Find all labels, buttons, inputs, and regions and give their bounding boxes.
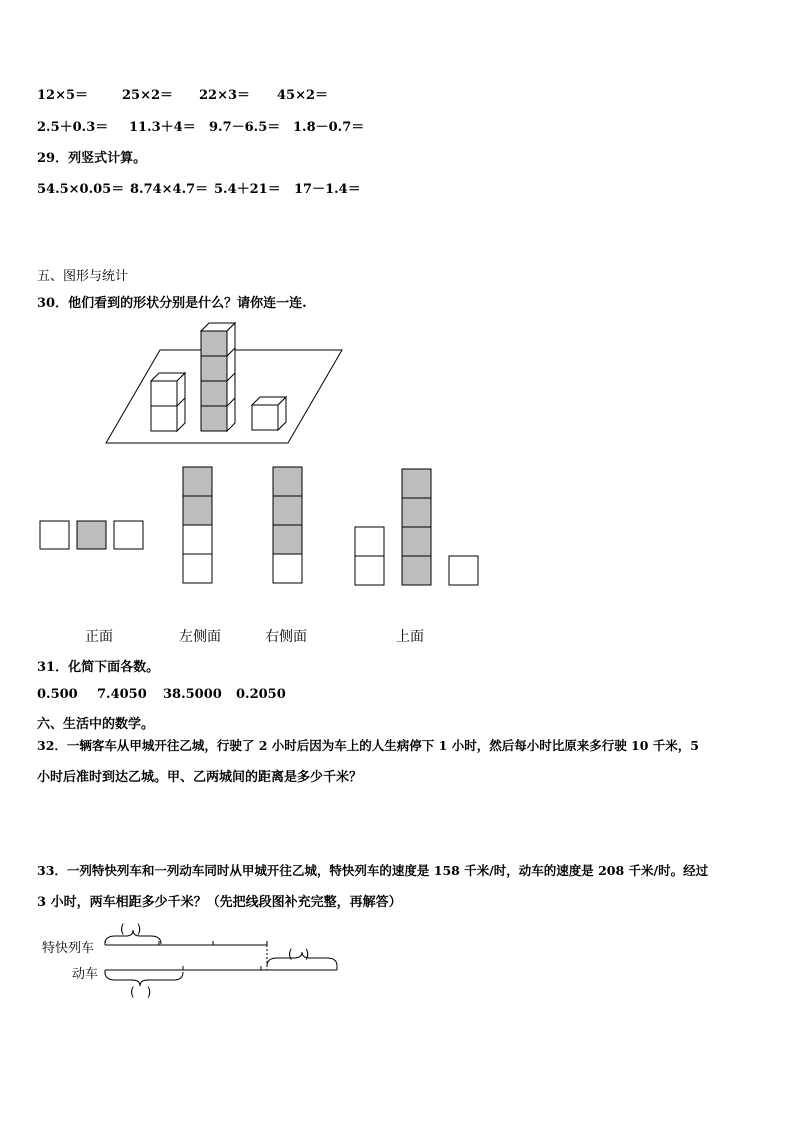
brace-label-right: ( ) (288, 947, 310, 961)
brace-label-top: ( ) (120, 922, 142, 936)
diagram-label-emu: 动车 (72, 967, 99, 982)
view-label-top: 上面 (396, 629, 424, 645)
q33-text (37, 855, 762, 919)
cube-stack-left (151, 373, 185, 431)
arith-row-1 (37, 84, 328, 103)
arith-item: 9.7－6.5＝ (209, 120, 281, 135)
q31-items (37, 687, 286, 702)
section-6-text: 六、生活中的数学。 (37, 717, 155, 732)
cube-single (252, 397, 286, 430)
view-option-3 (273, 467, 302, 583)
q32-line-1: 32．一辆客车从甲城开往乙城，行驶了 2 小时后因为车上的人生病停下 1 小时，然后每小时比原来多行驶 10 千米，5 (37, 738, 699, 753)
q29-items (37, 178, 361, 197)
arith-item: 2.5＋0.3＝ (37, 120, 109, 135)
q29-item: 8.74×4.7＝ (130, 182, 209, 197)
section-5-text: 五、图形与统计 (37, 269, 129, 284)
q32-line-2: 小时后准时到达乙城。甲、乙两城间的距离是多少千米？ (37, 770, 363, 785)
q30-title (37, 292, 307, 311)
q31-title (37, 656, 159, 675)
q29-title (37, 147, 146, 166)
q31-item: 38.5000 (163, 687, 222, 702)
q32-text (37, 730, 762, 794)
q30-title-text: 30．他们看到的形状分别是什么？请你连一连. (37, 296, 307, 311)
q29-title-text: 29．列竖式计算。 (37, 151, 147, 166)
q33-line-2: 3 小时，两车相距多少千米？（先把线段图补充完整，再解答） (37, 895, 402, 910)
arith-item: 12×5＝ (37, 88, 89, 103)
cube-stack-tall (201, 323, 235, 431)
section-5-heading (37, 265, 128, 284)
q31-title-text: 31．化简下面各数。 (37, 660, 160, 675)
diagram-label-fast-train: 特快列车 (42, 941, 95, 956)
q29-item: 54.5×0.05＝ (37, 182, 125, 197)
arith-item: 1.8－0.7＝ (293, 120, 365, 135)
arith-row-2 (37, 116, 364, 135)
q29-item: 17－1.4＝ (294, 182, 361, 197)
view-option-2 (183, 467, 212, 583)
q33-line-1: 33．一列特快列车和一列动车同时从甲城开往乙城，特快列车的速度是 158 千米/时，动车的速度是 208 千米/时。经过 (37, 863, 709, 878)
q31-item: 0.2050 (236, 687, 286, 702)
brace-label-bottom: ( ) (130, 985, 152, 999)
base-plane (106, 350, 342, 443)
view-label-right: 右侧面 (265, 629, 307, 645)
arith-item: 11.3＋4＝ (129, 120, 196, 135)
arith-item: 45×2＝ (277, 88, 329, 103)
q31-item: 7.4050 (97, 687, 147, 702)
view-label-left: 左侧面 (179, 629, 221, 645)
q29-item: 5.4＋21＝ (214, 182, 281, 197)
q31-item: 0.500 (37, 687, 78, 702)
arith-item: 25×2＝ (122, 88, 174, 103)
view-label-front: 正面 (85, 629, 113, 645)
view-option-1 (40, 521, 143, 549)
view-option-4 (355, 469, 478, 585)
arith-item: 22×3＝ (199, 88, 251, 103)
